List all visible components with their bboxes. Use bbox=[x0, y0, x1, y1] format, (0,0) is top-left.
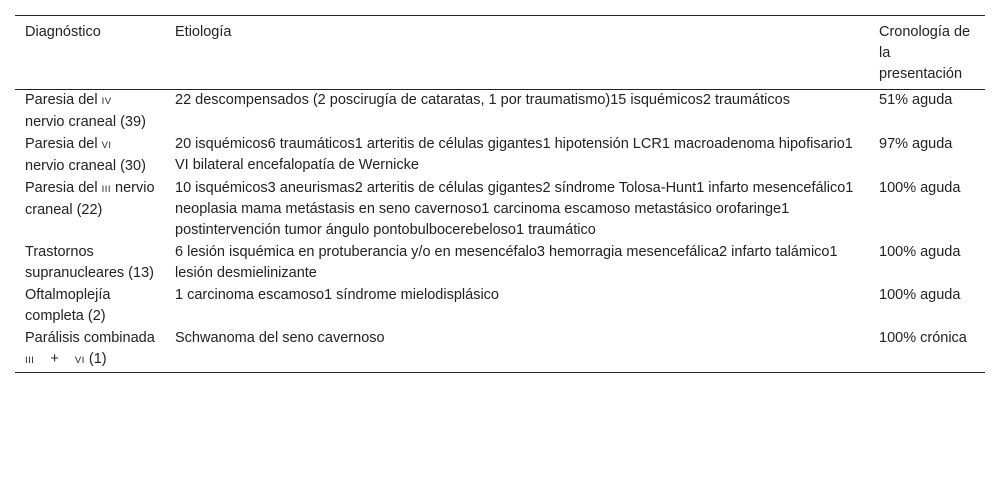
diagnosis-count: (1) bbox=[88, 351, 107, 367]
diagnosis-cell bbox=[15, 178, 165, 242]
table-row bbox=[15, 178, 985, 242]
diagnosis-cell bbox=[15, 328, 165, 373]
etiology-cell: 22 descompensados (2 poscirugía de cataratas, 1 por traumatismo)15 isquémicos2 traumáticos bbox=[175, 92, 790, 108]
nerve-label-a: III bbox=[25, 355, 35, 366]
diagnosis-prefix: Paresia del bbox=[25, 180, 98, 196]
diagnosis-cell: Oftalmoplejía completa (2) bbox=[25, 287, 111, 324]
chronology-cell: 97% aguda bbox=[879, 136, 953, 152]
table-row bbox=[15, 285, 985, 328]
table-container bbox=[15, 15, 985, 373]
plus-sign: + bbox=[50, 351, 59, 367]
diagnosis-prefix: Paresia del bbox=[25, 92, 98, 108]
nerve-label-b: VI bbox=[74, 355, 85, 366]
table-row bbox=[15, 328, 985, 373]
table-row bbox=[15, 90, 985, 135]
etiology-cell: Schwanoma del seno cavernoso bbox=[175, 330, 385, 346]
nerve-label: VI bbox=[101, 140, 112, 151]
diagnosis-suffix: nervio craneal (22) bbox=[25, 180, 155, 218]
diagnosis-suffix: nervio craneal (30) bbox=[25, 158, 146, 174]
etiology-cell: 20 isquémicos6 traumáticos1 arteritis de células gigantes1 hipotensión LCR1 macroadenoma hipofisario1 VI bilateral encefalopatía de Wernicke bbox=[175, 136, 853, 173]
header-diagnosis: Diagnóstico bbox=[25, 24, 101, 40]
chronology-cell: 100% aguda bbox=[879, 287, 961, 303]
etiology-cell: 6 lesión isquémica en protuberancia y/o en mesencéfalo3 hemorragia mesencefálica2 infarto talámico1 lesión desmielinizante bbox=[175, 244, 838, 281]
diagnosis-suffix: nervio craneal (39) bbox=[25, 114, 146, 130]
table-header-row bbox=[15, 16, 985, 90]
nerve-label: III bbox=[101, 184, 111, 195]
etiology-cell: 10 isquémicos3 aneurismas2 arteritis de células gigantes2 síndrome Tolosa-Hunt1 infarto mesencefálico1 neoplasia mama metástasis en seno cavernoso1 carcinoma escamoso metastásico orofaringe1 postintervención tumor ángulo pontobulbocerebeloso1 traumático bbox=[175, 180, 854, 238]
header-etiology: Etiología bbox=[175, 24, 232, 40]
table-row bbox=[15, 134, 985, 178]
combined-nerves bbox=[25, 349, 107, 371]
header-chronology: Cronología de la presentación bbox=[879, 24, 971, 82]
table-row bbox=[15, 242, 985, 285]
diagnosis-prefix: Paresia del bbox=[25, 136, 98, 152]
chronology-cell: 51% aguda bbox=[879, 92, 953, 108]
chronology-cell: 100% crónica bbox=[879, 330, 967, 346]
chronology-cell: 100% aguda bbox=[879, 180, 961, 196]
diagnosis-cell bbox=[15, 90, 165, 135]
diagnosis-prefix: Parálisis combinada bbox=[25, 330, 155, 346]
chronology-cell: 100% aguda bbox=[879, 244, 961, 260]
diagnosis-cell bbox=[15, 134, 165, 178]
etiology-cell: 1 carcinoma escamoso1 síndrome mielodisplásico bbox=[175, 287, 499, 303]
etiology-table bbox=[15, 15, 985, 373]
nerve-label: IV bbox=[101, 96, 112, 107]
diagnosis-cell: Trastornos supranucleares (13) bbox=[25, 244, 154, 281]
